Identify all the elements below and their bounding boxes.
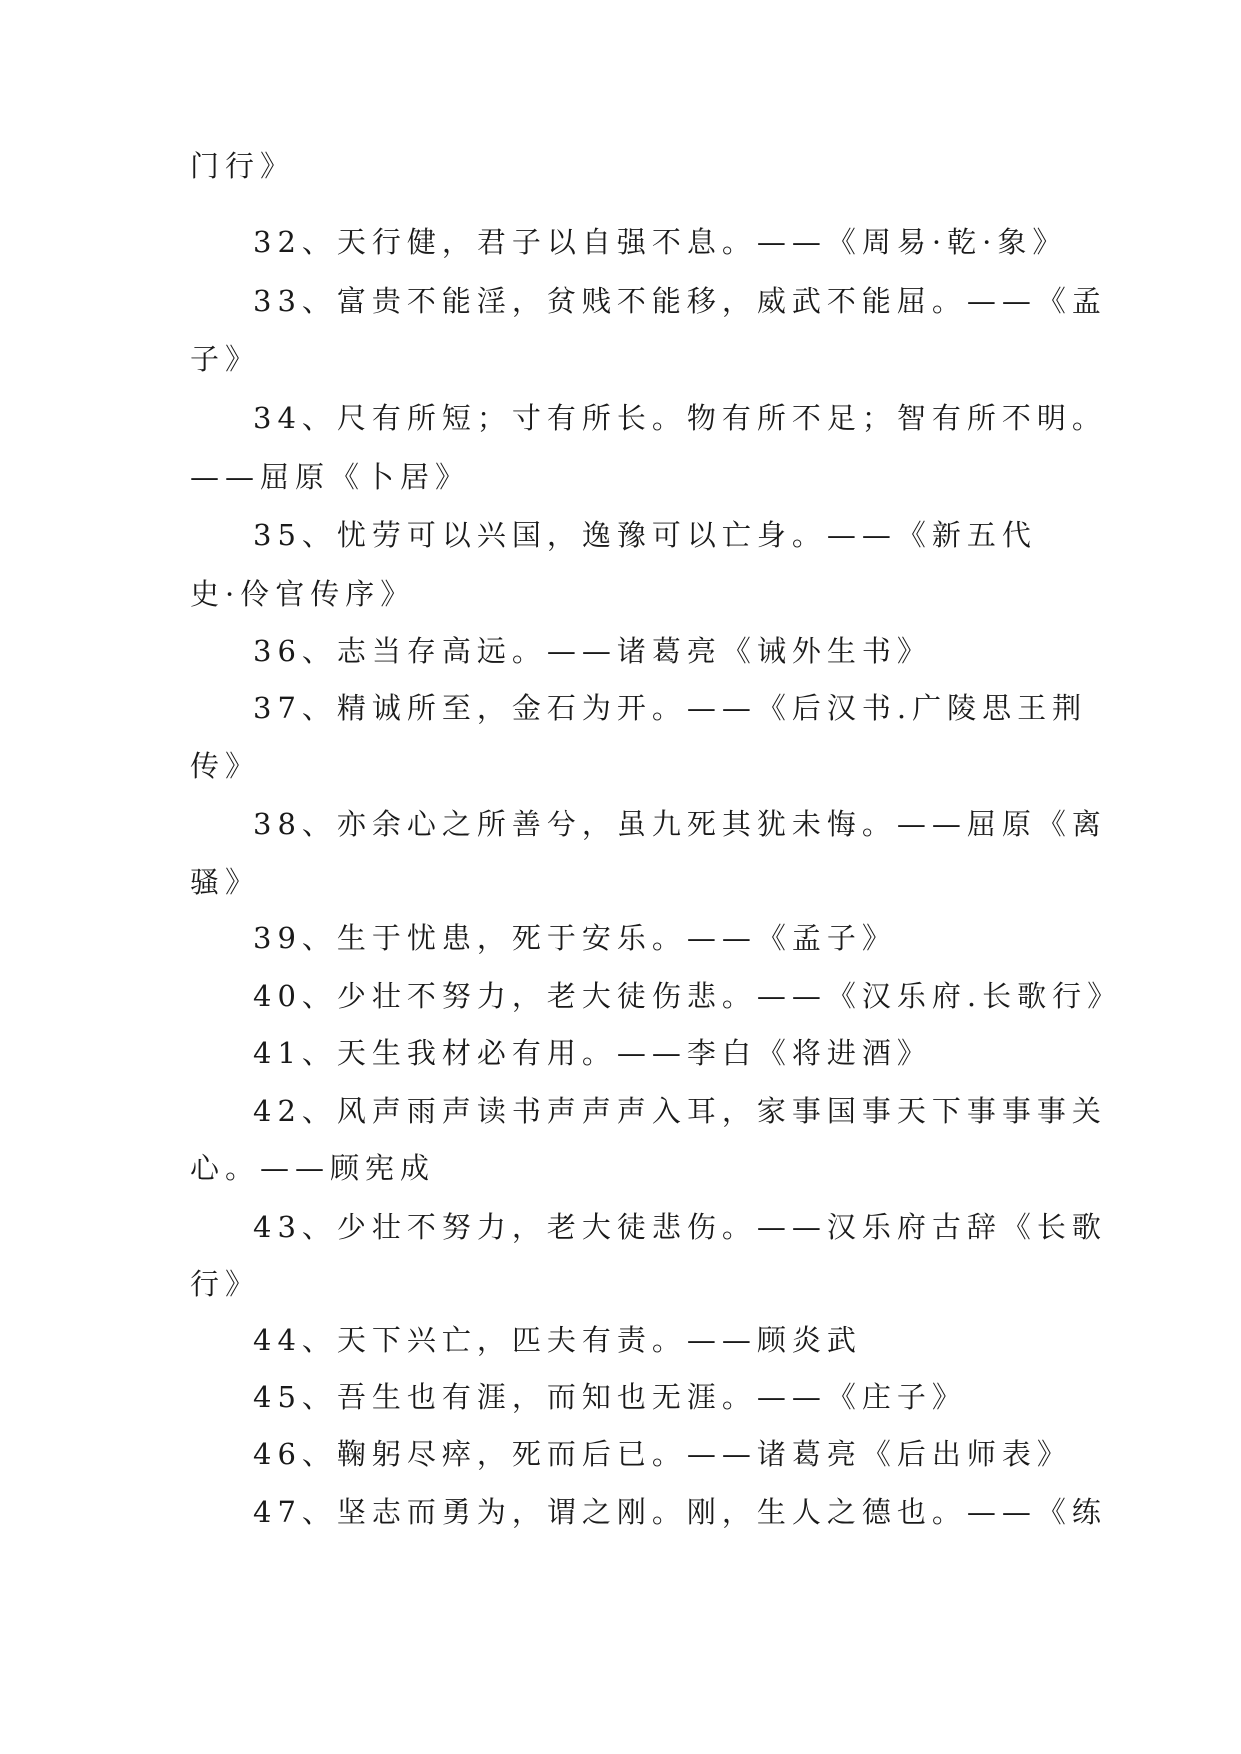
text-line: 行》 [190, 1267, 261, 1301]
text-line: 34、尺有所短；寸有所长。物有所不足；智有所不明。 [253, 401, 1107, 435]
text-line: 38、亦余心之所善兮，虽九死其犹未悔。——屈原《离 [253, 807, 1107, 841]
text-line: 43、少壮不努力，老大徒悲伤。——汉乐府古辞《长歌 [253, 1210, 1107, 1244]
text-line: 44、天下兴亡，匹夫有责。——顾炎武 [253, 1323, 862, 1357]
text-line: 39、生于忧患，死于安乐。——《孟子》 [253, 921, 897, 955]
text-line: 40、少壮不努力，老大徒伤悲。——《汉乐府.长歌行》 [253, 979, 1123, 1013]
text-line: 36、志当存高远。——诸葛亮《诫外生书》 [253, 634, 932, 668]
text-line: 32、天行健，君子以自强不息。——《周易·乾·象》 [253, 225, 1068, 259]
text-line: 子》 [190, 342, 261, 376]
text-line: 45、吾生也有涯，而知也无涯。——《庄子》 [253, 1380, 967, 1414]
text-line: 37、精诚所至，金石为开。——《后汉书.广陵思王荆 [253, 691, 1088, 725]
text-line: 传》 [190, 749, 261, 783]
text-line: 42、风声雨声读书声声声入耳，家事国事天下事事事关 [253, 1094, 1107, 1128]
text-line: 33、富贵不能淫，贫贱不能移，威武不能屈。——《孟 [253, 284, 1107, 318]
text-line: 46、鞠躬尽瘁，死而后已。——诸葛亮《后出师表》 [253, 1437, 1072, 1471]
text-line: 心。——顾宪成 [190, 1151, 436, 1185]
text-line: 门行》 [190, 149, 296, 183]
text-line: 史·伶官传序》 [190, 577, 416, 611]
text-line: 47、坚志而勇为，谓之刚。刚，生人之德也。——《练 [253, 1495, 1107, 1529]
text-line: ——屈原《卜居》 [190, 460, 471, 494]
text-line: 35、忧劳可以兴国，逸豫可以亡身。——《新五代 [253, 518, 1037, 552]
text-line: 41、天生我材必有用。——李白《将进酒》 [253, 1036, 932, 1070]
text-line: 骚》 [190, 865, 261, 899]
